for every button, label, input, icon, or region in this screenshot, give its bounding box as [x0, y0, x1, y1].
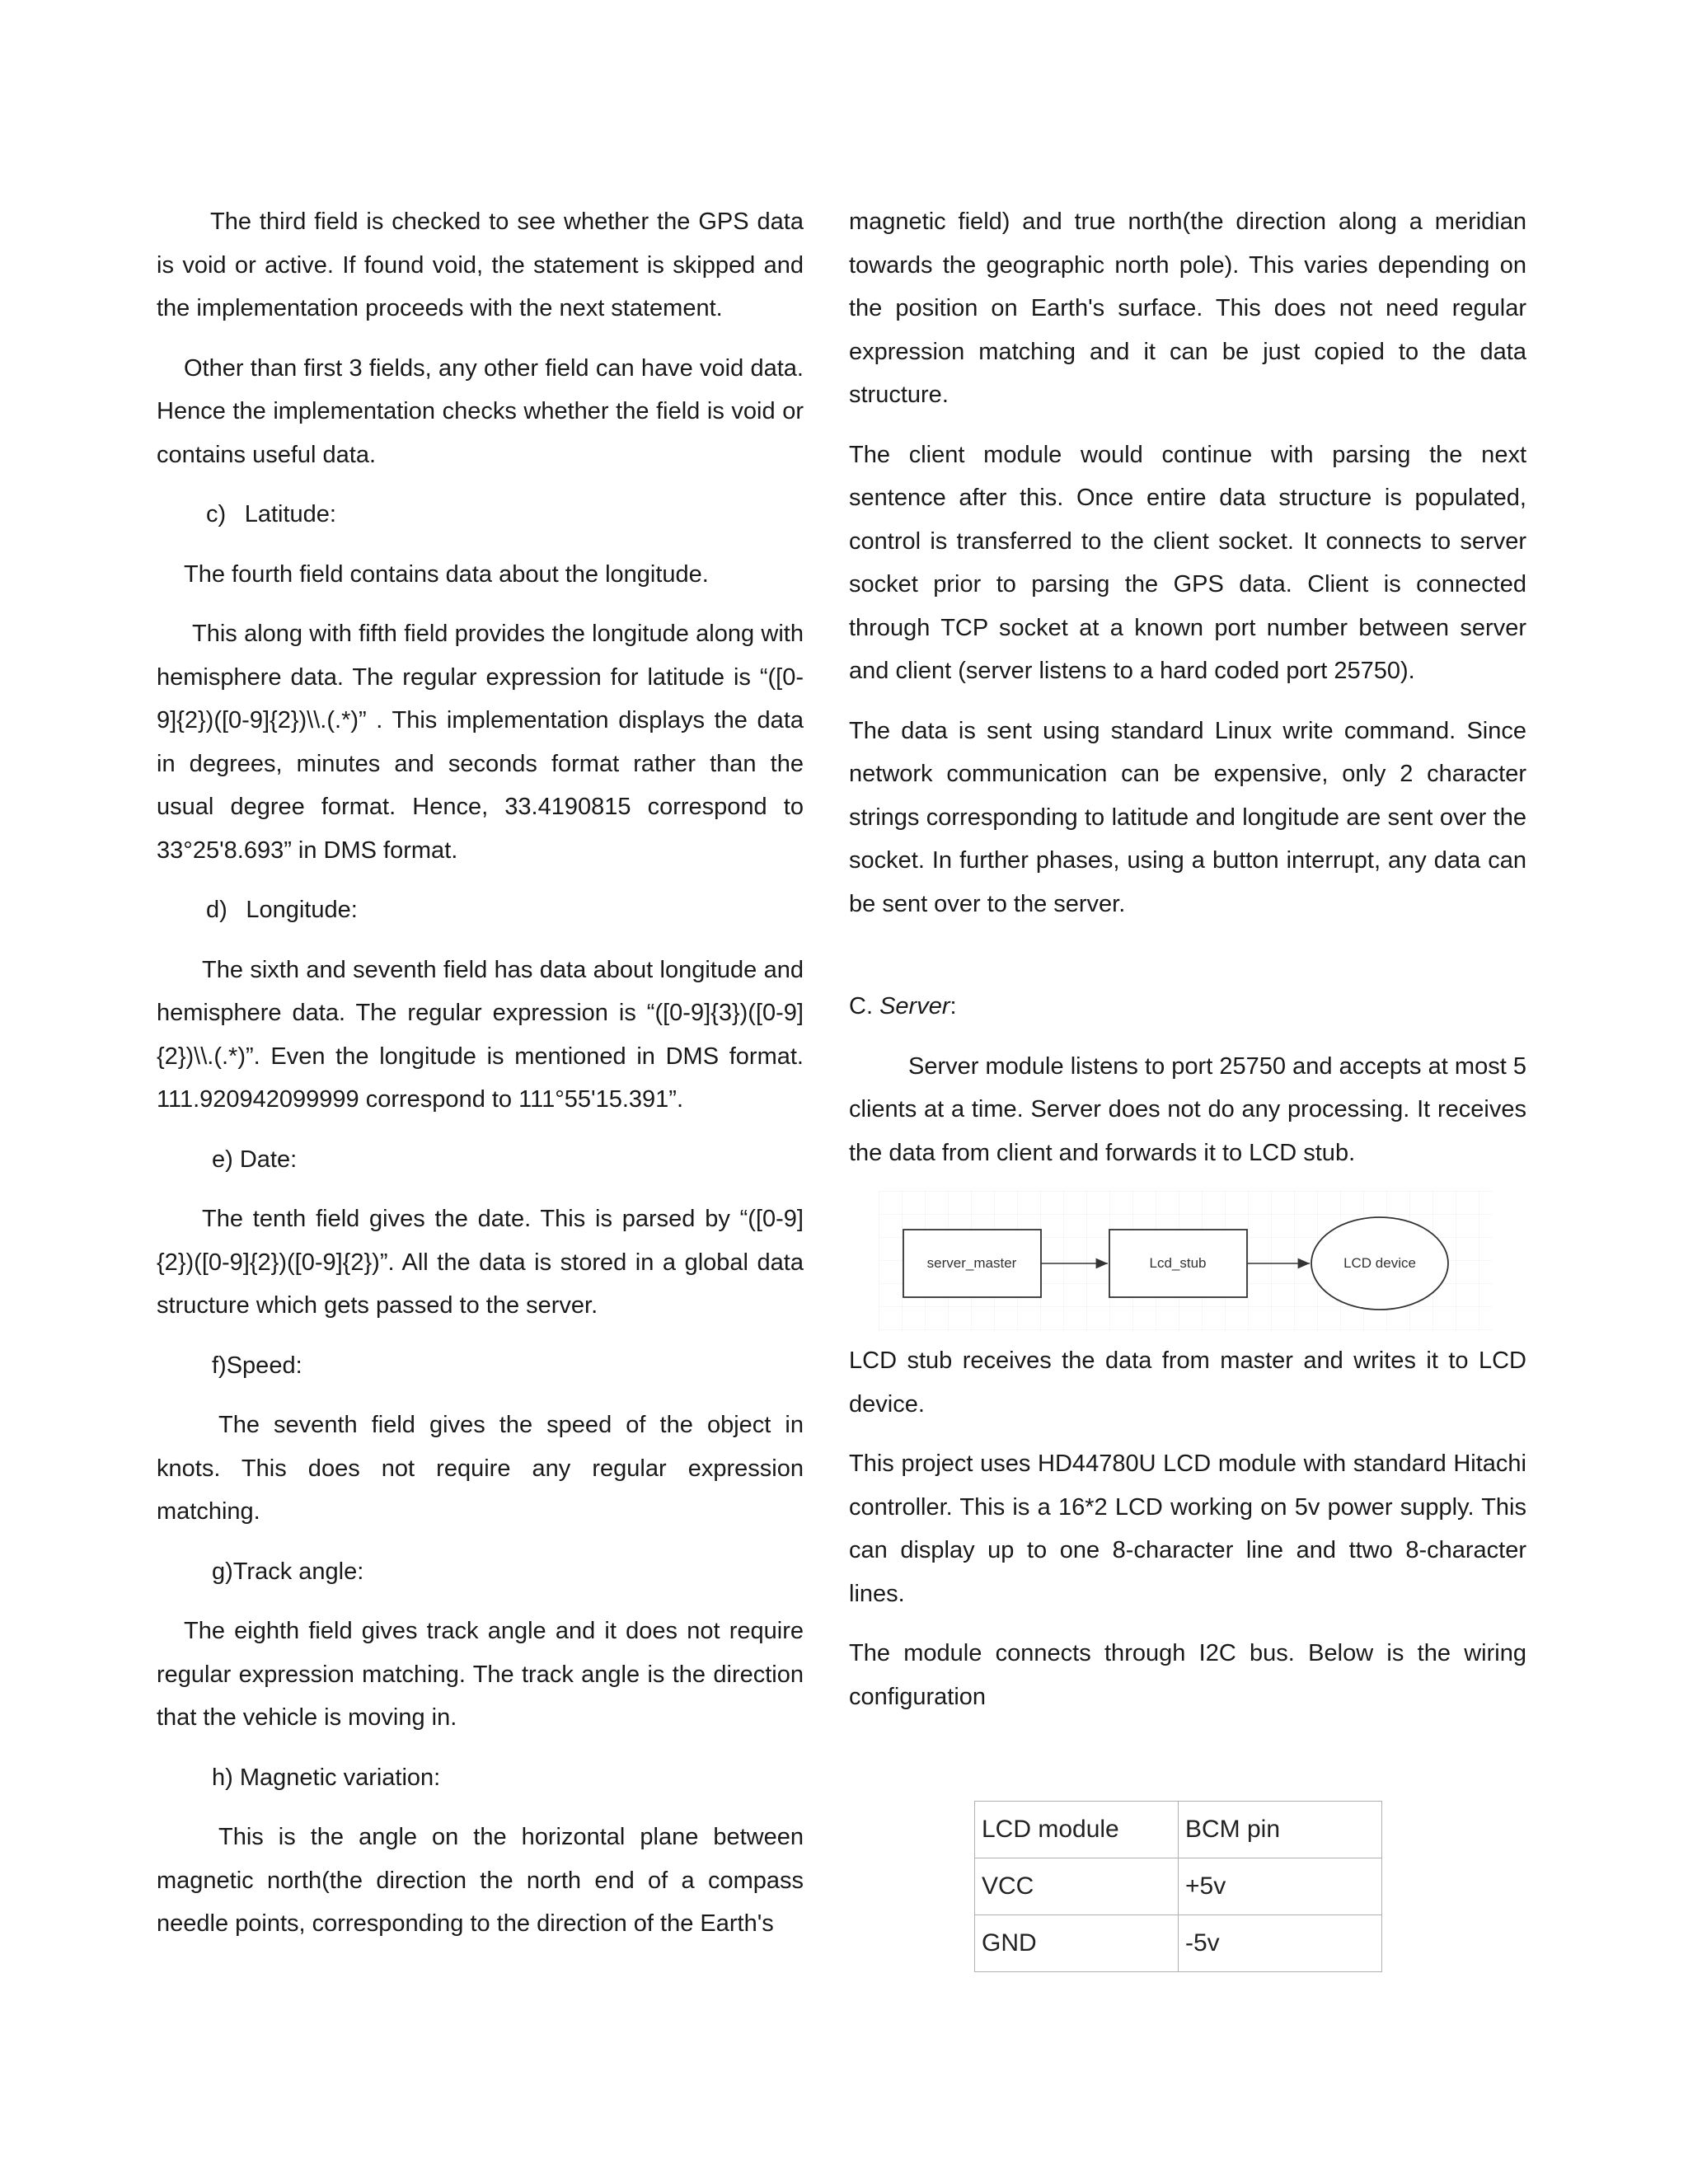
- paragraph: magnetic field) and true north(the direction along a meridian towards the geographic north pole). This varies depending on the position on Earth's surface. This does not need regular expression matching and it can be just copied to the data structure.: [849, 209, 1526, 408]
- table-row: [975, 1858, 1382, 1915]
- paragraph: The sixth and seventh field has data about longitude and hemisphere data. The regular expression is “([0-9]{3})([0-9]{2})\\.(.*)”. Even the longitude is mentioned in DMS format. 111.920942099999 correspond to 111°55'15.391”.: [157, 956, 804, 1113]
- paragraph: LCD stub receives the data from master and writes it to LCD device.: [849, 1347, 1526, 1418]
- section-heading: [849, 985, 1526, 1029]
- paragraph: The tenth field gives the date. This is parsed by “([0-9]{2})([0-9]{2})([0-9]{2})”. All the data is stored in a global data structure which gets passed to the server.: [157, 1206, 804, 1319]
- paragraph: The third field is checked to see whether the GPS data is void or active. If found void, the statement is skipped and the implementation proceeds with the next statement.: [157, 209, 804, 321]
- table-header-cell: BCM pin: [1179, 1802, 1382, 1858]
- paragraph: This along with fifth field provides the longitude along with hemisphere data. The regular expression for latitude is “([0-9]{2})([0-9]{2})\\.(.*)” . This implementation displays the data in degrees, minutes and seconds format rather than the usual degree format. Hence, 33.4190815 correspond to 33°25'8.693” in DMS format.: [157, 621, 804, 864]
- subheading-track-angle: g)Track angle:: [212, 1558, 364, 1585]
- wiring-table: [974, 1801, 1382, 1972]
- subheading-longitude: d) Longitude:: [206, 897, 358, 923]
- paragraph: The fourth field contains data about the longitude.: [184, 560, 709, 588]
- paragraph: The module connects through I2C bus. Below is the wiring configuration: [849, 1640, 1526, 1710]
- paragraph: The data is sent using standard Linux write command. Since network communication can be expensive, only 2 character strings corresponding to latitude and longitude are sent over the socket. In further phases, using a button interrupt, any data can be sent over to the server.: [849, 717, 1526, 917]
- node-label-server-master: server_master: [926, 1255, 1017, 1271]
- table-cell: +5v: [1179, 1858, 1382, 1915]
- section-suffix: :: [950, 993, 957, 1019]
- subheading-magnetic-variation: h) Magnetic variation:: [212, 1764, 441, 1791]
- right-column: [849, 200, 1526, 1972]
- paragraph: Other than first 3 fields, any other field can have void data. Hence the implementation checks whether the field is void or contains useful data.: [157, 354, 804, 468]
- paragraph: This is the angle on the horizontal plane between magnetic north(the direction the north end of a compass needle points, corresponding to the direction of the Earth's: [157, 1824, 804, 1937]
- paragraph: This project uses HD44780U LCD module with standard Hitachi controller. This is a 16*2 LCD working on 5v power supply. This can display up to one 8-character line and ttwo 8-character lines.: [849, 1451, 1526, 1607]
- table-cell: -5v: [1179, 1915, 1382, 1972]
- data-flow-diagram: [879, 1191, 1493, 1331]
- subheading-latitude: c) Latitude:: [206, 501, 336, 527]
- subheading-date: e) Date:: [212, 1146, 298, 1173]
- paragraph: The client module would continue with parsing the next sentence after this. Once entire data structure is populated, control is transferred to the client socket. It connects to server socket prior to parsing the GPS data. Client is connected through TCP socket at a known port number between server and client (server listens to a hard coded port 25750).: [849, 441, 1526, 684]
- table-row: [975, 1915, 1382, 1972]
- table-cell: VCC: [975, 1858, 1179, 1915]
- left-column: [157, 200, 804, 1962]
- section-prefix: C.: [849, 993, 880, 1019]
- table-header-cell: LCD module: [975, 1802, 1179, 1858]
- paragraph: The seventh field gives the speed of the object in knots. This does not require any regular expression matching.: [157, 1412, 804, 1525]
- table-row: [975, 1802, 1382, 1858]
- node-label-lcd-stub: Lcd_stub: [1149, 1255, 1207, 1271]
- table-cell: GND: [975, 1915, 1179, 1972]
- paragraph: Server module listens to port 25750 and accepts at most 5 clients at a time. Server does not do any processing. It receives the data from client and forwards it to LCD stub.: [849, 1052, 1526, 1166]
- subheading-speed: f)Speed:: [212, 1352, 302, 1379]
- section-title: Server: [879, 993, 950, 1019]
- paragraph: The eighth field gives track angle and it does not require regular expression matching. The track angle is the direction that the vehicle is moving in.: [157, 1618, 804, 1731]
- node-label-lcd-device: LCD device: [1343, 1255, 1416, 1271]
